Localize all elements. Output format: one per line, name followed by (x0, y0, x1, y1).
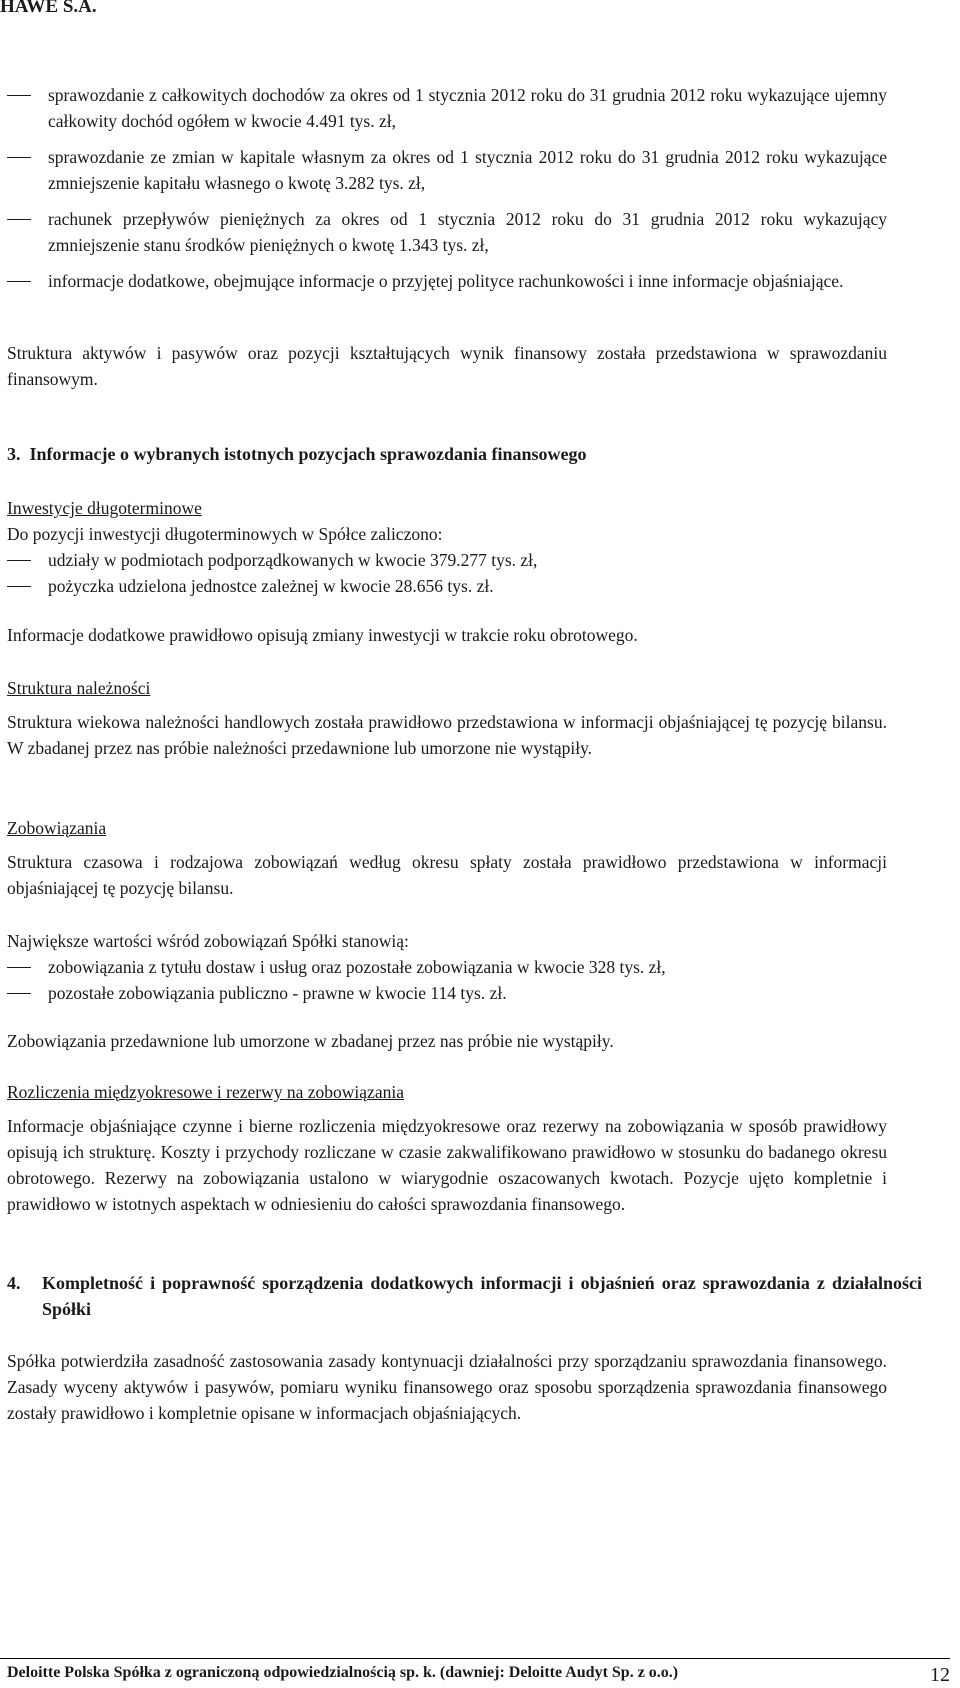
list-item: sprawozdanie ze zmian w kapitale własnym za okres od 1 stycznia 2012 roku do 31 grudnia 2012 roku wykazujące zmniejszenie kapitału własnego o kwotę 3.282 tys. zł, (7, 144, 887, 196)
liabilities-text: Struktura czasowa i rodzajowa zobowiązań według okresu spłaty została prawidłowo przedstawiona w informacji objaśniającej tę pozycję bilansu. (7, 852, 887, 898)
footer (7, 1661, 950, 1685)
list-item: informacje dodatkowe, obejmujące informacje o przyjętej polityce rachunkowości i inne informacje objaśniające. (7, 268, 887, 294)
list-item: zobowiązania z tytułu dostaw i usług oraz pozostałe zobowiązania w kwocie 328 tys. zł, (7, 954, 887, 980)
investments-list (7, 547, 887, 599)
accruals-heading: Rozliczenia międzyokresowe i rezerwy na zobowiązania (7, 1082, 404, 1102)
liabilities-heading: Zobowiązania (7, 818, 107, 838)
section-4-heading (7, 1270, 922, 1322)
company-header: HAWE S.A. (0, 0, 97, 17)
investments-lead: Do pozycji inwestycji długoterminowych w Spółce zaliczono: (7, 524, 443, 544)
section-number: 3. (7, 444, 21, 464)
list-item: udziały w podmiotach podporządkowanych w kwocie 379.277 tys. zł, (7, 547, 887, 573)
investments-note: Informacje dodatkowe prawidłowo opisują zmiany inwestycji w trakcie roku obrotowego. (7, 625, 638, 645)
liabilities-list (7, 954, 887, 1006)
receivables-heading: Struktura należności (7, 678, 151, 698)
list-item: pozostałe zobowiązania publiczno - prawne w kwocie 114 tys. zł. (7, 980, 887, 1006)
liabilities-lead: Największe wartości wśród zobowiązań Spółki stanowią: (7, 931, 409, 951)
section-number: 4. (7, 1273, 21, 1293)
footer-divider (0, 1658, 950, 1659)
section-title: Kompletność i poprawność sporządzenia dodatkowych informacji i objaśnień oraz sprawozdania z działalności Spółki (42, 1273, 922, 1319)
list-item: pożyczka udzielona jednostce zależnej w kwocie 28.656 tys. zł. (7, 573, 887, 599)
receivables-text: Struktura wiekowa należności handlowych została prawidłowo przedstawiona w informacji objaśniającej tę pozycję bilansu. W zbadanej przez nas próbie należności przedawnione lub umorzone nie wystąpiły. (7, 712, 887, 758)
list-item: sprawozdanie z całkowitych dochodów za okres od 1 stycznia 2012 roku do 31 grudnia 2012 roku wykazujące ujemny całkowity dochód ogółem w kwocie 4.491 tys. zł, (7, 82, 887, 134)
liabilities-note: Zobowiązania przedawnione lub umorzone w zbadanej przez nas próbie nie wystąpiły. (7, 1031, 614, 1051)
list-item: rachunek przepływów pieniężnych za okres od 1 stycznia 2012 roku do 31 grudnia 2012 roku wykazujący zmniejszenie stanu środków pieniężnych o kwotę 1.343 tys. zł, (7, 206, 887, 258)
intro-list (7, 82, 887, 294)
section-title: Informacje o wybranych istotnych pozycjach sprawozdania finansowego (29, 444, 587, 464)
section-4-text: Spółka potwierdziła zasadność zastosowania zasady kontynuacji działalności przy sporządzaniu sprawozdania finansowego. Zasady wyceny aktywów i pasywów, pomiaru wyniku finansowego oraz sposobu sporządzenia sprawozdania finansowego zostały prawidłowo i kompletnie opisane w informacjach objaśniających. (7, 1351, 887, 1423)
footer-firm: Deloitte Polska Spółka z ograniczoną odpowiedzialnością sp. k. (dawniej: Deloitte Audyt Sp. z o.o.) (7, 1664, 679, 1681)
page-number: 12 (930, 1664, 950, 1686)
accruals-text: Informacje objaśniające czynne i bierne rozliczenia międzyokresowe oraz rezerwy na zobowiązania w sposób prawidłowy opisują ich strukturę. Koszty i przychody rozliczane w czasie zakwalifikowano prawidłowo w stosunku do badanego okresu obrotowego. Rezerwy na zobowiązania ustalono w wiarygodnie oszacowanych kwotach. Pozycje ujęto kompletnie i prawidłowo w istotnych aspektach w odniesieniu do całości sprawozdania finansowego. (7, 1116, 887, 1214)
investments-heading: Inwestycje długoterminowe (7, 498, 202, 518)
section-3-heading (7, 444, 887, 465)
structure-paragraph: Struktura aktywów i pasywów oraz pozycji kształtujących wynik finansowy została przedstawiona w sprawozdaniu finansowym. (7, 343, 887, 389)
